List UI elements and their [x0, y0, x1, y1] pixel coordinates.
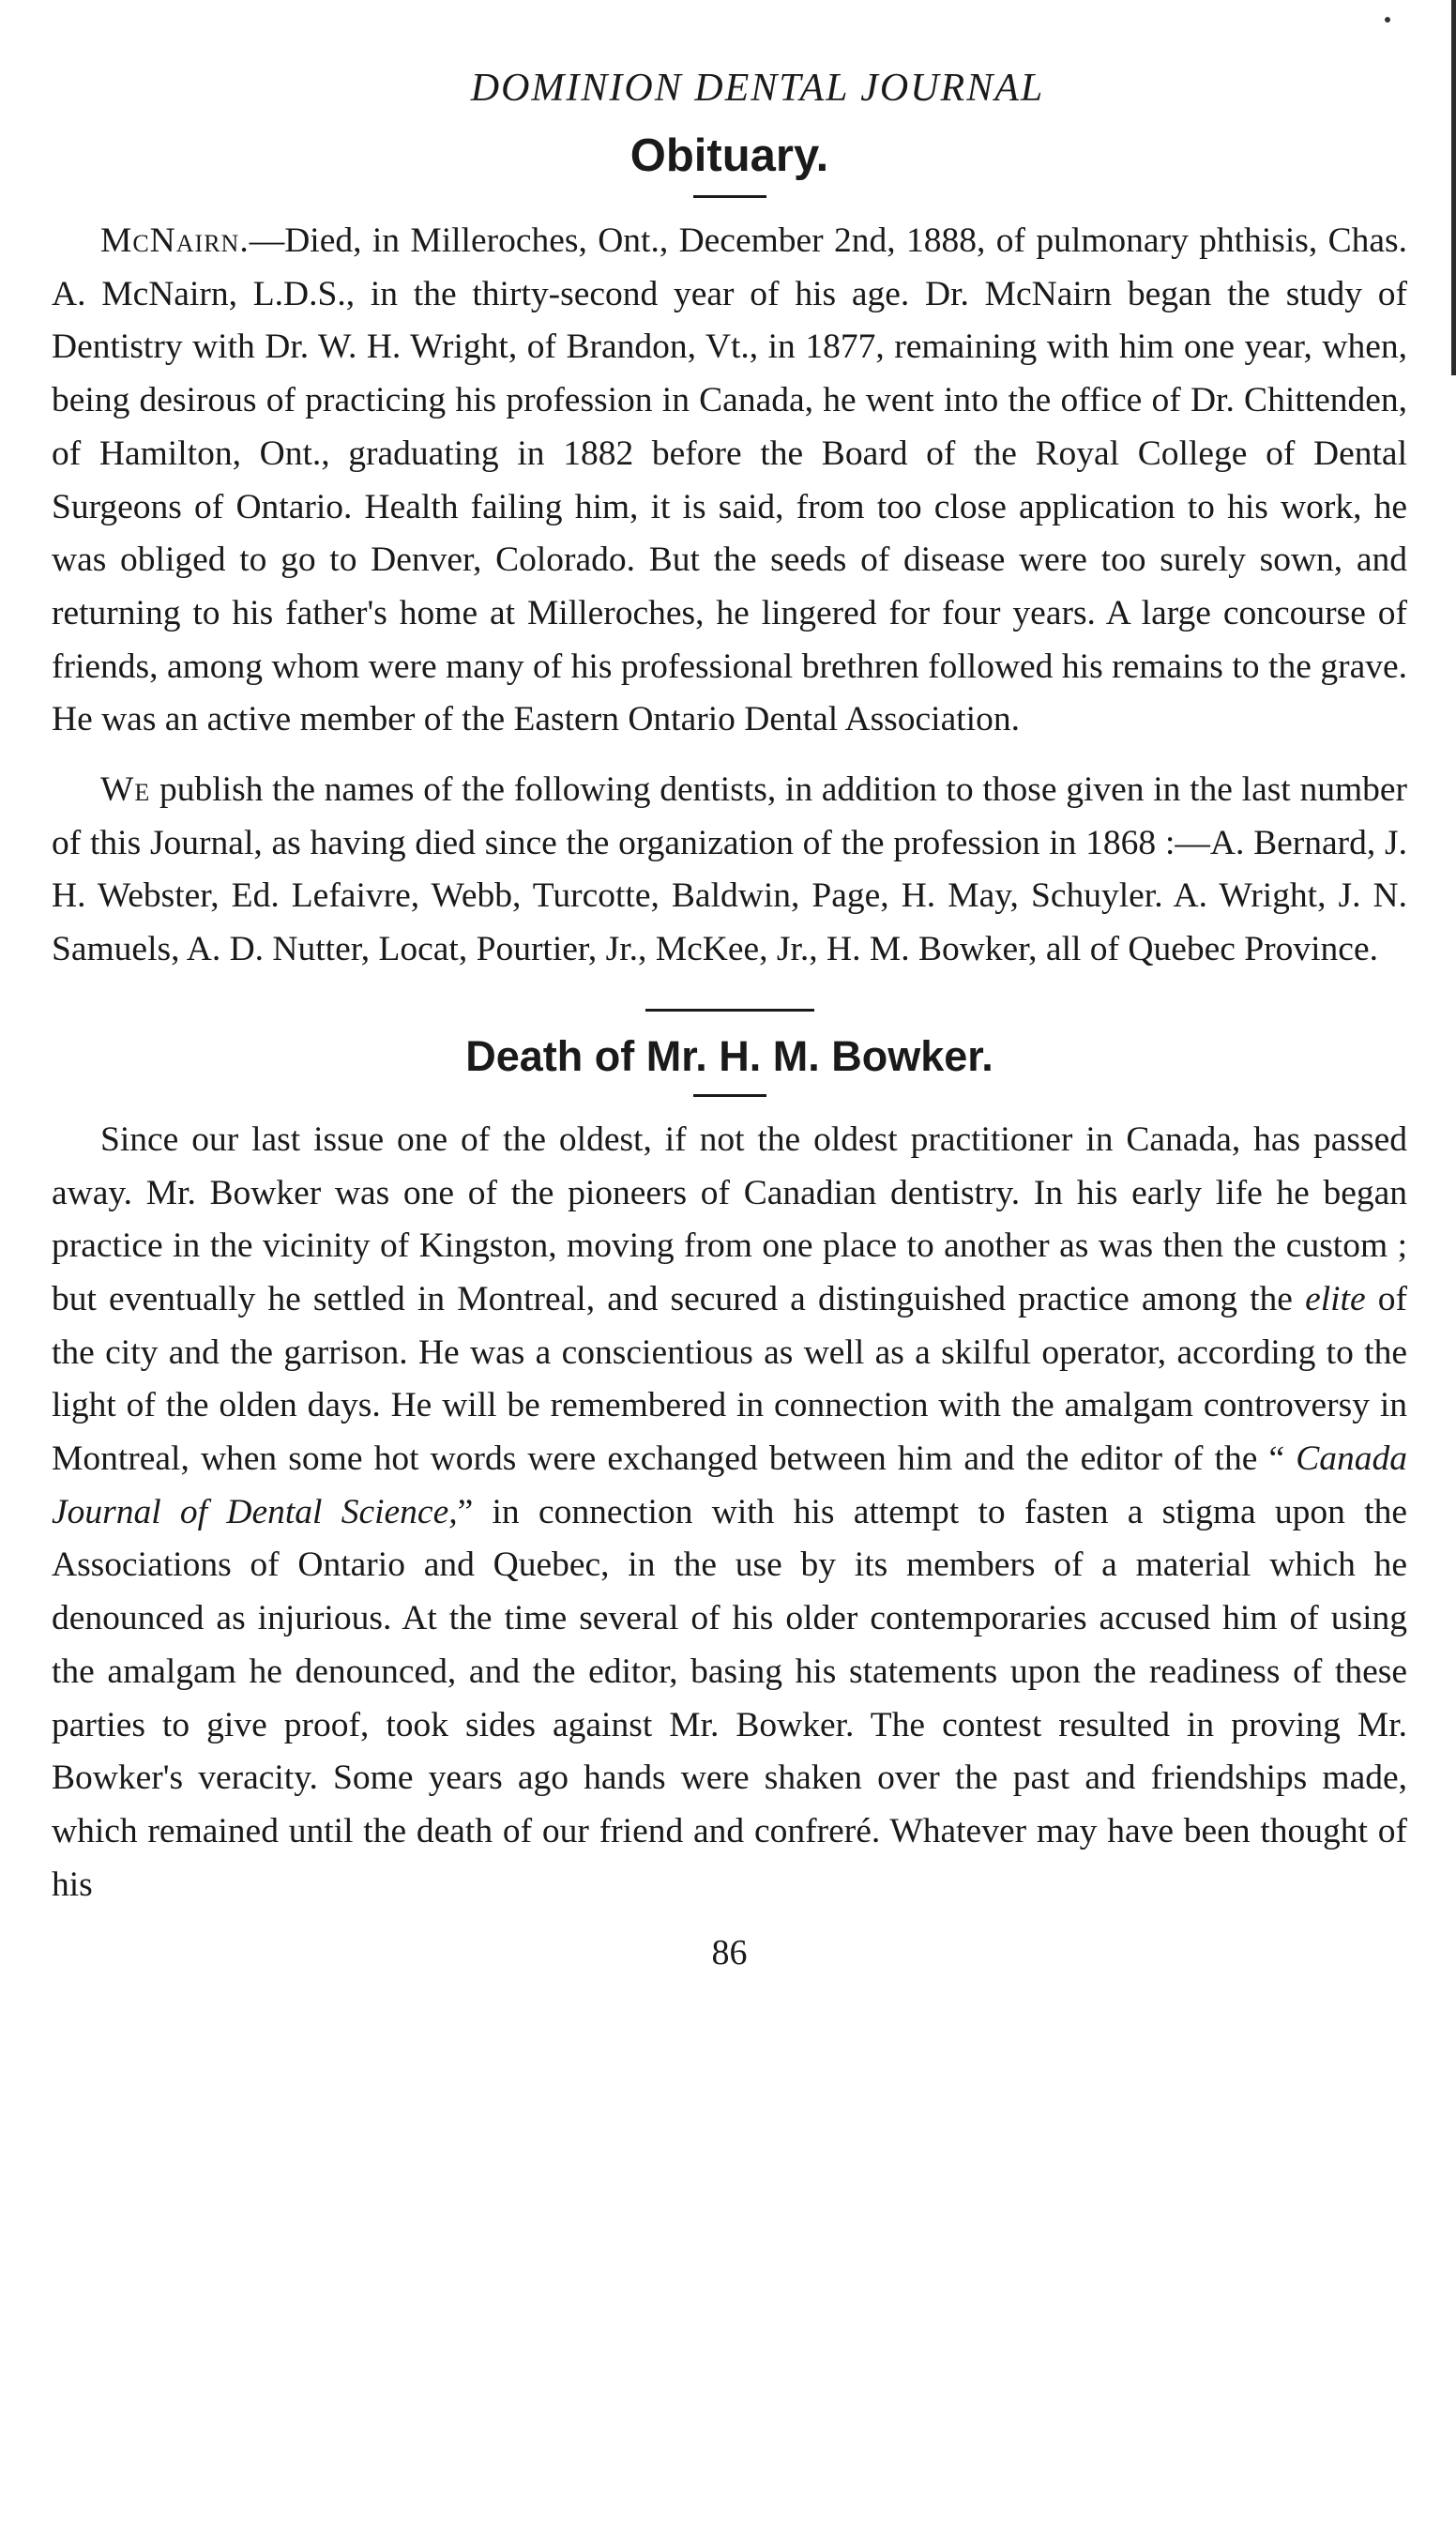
list-lead: We: [100, 770, 151, 810]
scan-speck: [1385, 17, 1390, 23]
obituary-heading: Obituary.: [629, 130, 829, 181]
bowker-text-3: ” in connection with his attempt to fasten a stigma upon the Associations of Ontario and Quebec, in the use by its members of a material which he denounced as injurious. At the time several of his older contemporaries accused him of using the amalgam he denounced, and the editor, basing his statements upon the readiness of these parties to give proof, took sides against Mr. Bowker. The contest resulted in proving Mr. Bowker's veracity. Some years ago hands were shaken over the past and friendships made, which remained until the death of our friend and confreré. Whatever may have been thought of his: [52, 1492, 1407, 1904]
heading-rule: [693, 195, 766, 198]
page-number: 86: [711, 1933, 748, 1973]
journal-running-head: DOMINION DENTAL JOURNAL: [470, 67, 1045, 110]
document-page: [52, 66, 1407, 1973]
mcnairn-obituary-paragraph: [52, 215, 1407, 747]
bowker-text-1: Since our last issue one of the oldest, if not the oldest practitioner in Canada, has passed away. Mr. Bowker was one of the pioneers of Canadian dentistry. In his early life he began practice in the vicinity of Kingston, moving from one place to another as was then the custom ; but eventually he settled in Montreal, and secured a distinguished practice among the: [52, 1119, 1407, 1318]
bowker-paragraph: [52, 1114, 1407, 1912]
journal-citation: Canada Journal of Dental Science,: [52, 1439, 1407, 1531]
mcnairn-lead: McNairn.: [100, 221, 250, 260]
bowker-heading: Death of Mr. H. M. Bowker.: [465, 1031, 993, 1080]
heading-rule: [693, 1094, 766, 1097]
list-text: publish the names of the following dentists, in addition to those given in the last number of this Journal, as having died since the organization of the profession in 1868 :—A. Bernard, J. H. Webster, Ed. Lefaivre, Webb, Turcotte, Baldwin, Page, H. May, Schuyler. A. Wright, J. N. Samuels, A. D. Nutter, Locat, Pourtier, Jr., McKee, Jr., H. M. Bowker, all of Quebec Province.: [52, 770, 1407, 969]
section-divider: [645, 1009, 814, 1012]
mcnairn-text: —Died, in Milleroches, Ont., December 2nd, 1888, of pulmonary phthisis, Chas. A. McNairn, L.D.S., in the thirty-second year of his age. Dr. McNairn began the study of Dentistry with Dr. W. H. Wright, of Brandon, Vt., in 1877, remaining with him one year, when, being desirous of practicing his profession in Canada, he went into the office of Dr. Chittenden, of Hamilton, Ont., graduating in 1882 before the Board of the Royal College of Dental Surgeons of Ontario. Health failing him, it is said, from too close application to his work, he was obliged to go to Denver, Colorado. But the seeds of disease were too surely sown, and returning to his father's home at Milleroches, he lingered for four years. A large concourse of friends, among whom were many of his professional brethren followed his remains to the grave. He was an active member of the Eastern Ontario Dental Association.: [52, 221, 1407, 739]
deceased-dentists-paragraph: [52, 764, 1407, 977]
elite-word: elite: [1305, 1279, 1366, 1318]
page-edge-rule: [1451, 0, 1456, 375]
bowker-text-2: of the city and the garrison. He was a conscientious as well as a skilful operator, according to the light of the olden days. He will be remembered in connection with the amalgam controversy in Montreal, when some hot words were exchanged between him and the editor of the “: [52, 1279, 1407, 1479]
